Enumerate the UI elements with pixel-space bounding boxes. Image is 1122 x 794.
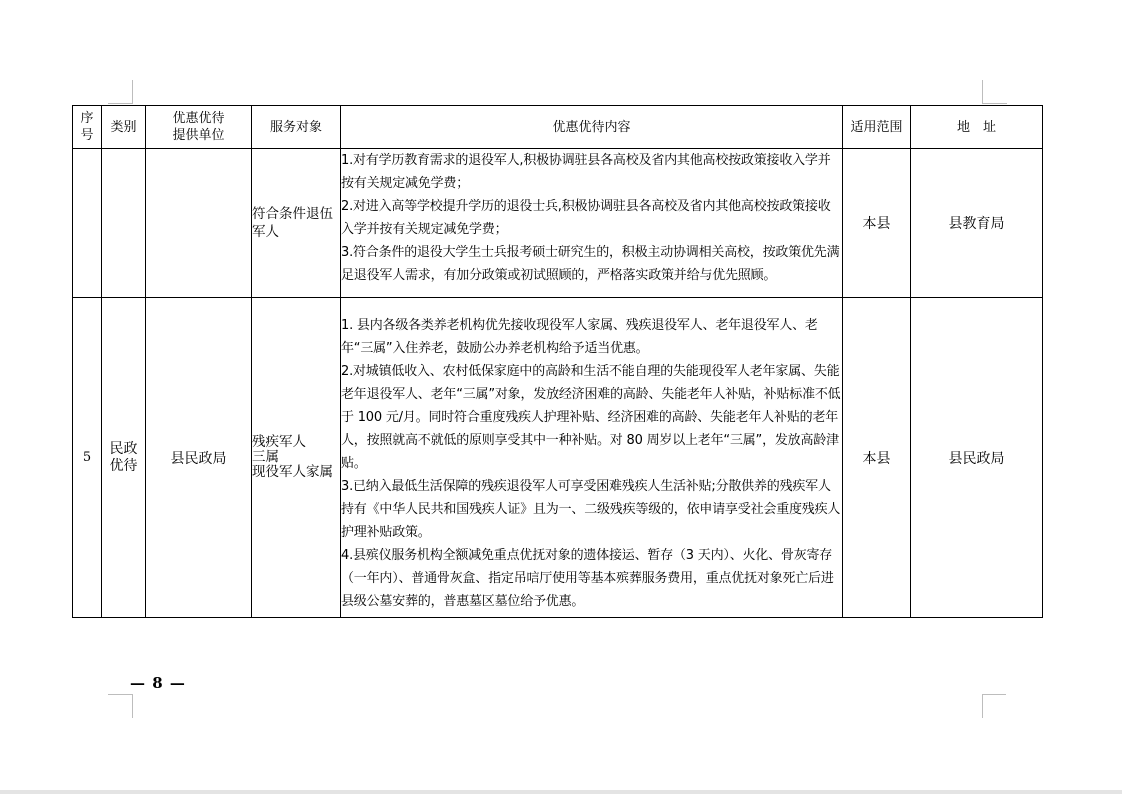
crop-mark-top-left xyxy=(108,103,132,104)
cell-category xyxy=(102,149,146,298)
crop-mark-bottom-left xyxy=(132,694,133,718)
page-number: — 8 — xyxy=(130,674,186,692)
crop-mark-bottom-right xyxy=(982,694,983,718)
content-item: 1. 县内各级各类养老机构优先接收现役军人家属、残疾退役军人、老年退役军人、老年“三属”入住养老，鼓励公办养老机构给予适当优惠。 xyxy=(341,318,818,356)
header-target: 服务对象 xyxy=(252,106,341,149)
table-header-row xyxy=(73,106,1043,149)
cell-target: 残疾军人 三属 现役军人家属 xyxy=(252,298,341,618)
cell-provider xyxy=(146,149,252,298)
cell-target: 符合条件退伍军人 xyxy=(252,149,341,298)
content-item: 4.县殡仪服务机构全额减免重点优抚对象的遗体接运、暂存（3 天内）、火化、骨灰寄存（一年内）、普通骨灰盒、指定吊唁厅使用等基本殡葬服务费用，重点优抚对象死亡后进县级公墓安葬的，普惠墓区墓位给予优惠。 xyxy=(341,548,834,609)
cell-seq xyxy=(73,149,102,298)
cell-address: 县民政局 xyxy=(911,298,1043,618)
crop-mark-bottom-left xyxy=(108,694,132,695)
table-row xyxy=(73,149,1043,298)
cell-content xyxy=(341,149,843,298)
cell-provider: 县民政局 xyxy=(146,298,252,618)
page-edge xyxy=(0,790,1122,794)
cell-scope: 本县 xyxy=(843,298,911,618)
content-item: 3.符合条件的退役大学生士兵报考硕士研究生的，积极主动协调相关高校，按政策优先满足退役军人需求，有加分政策或初试照顾的，严格落实政策并给与优先照顾。 xyxy=(341,245,840,283)
header-scope: 适用范围 xyxy=(843,106,911,149)
header-provider: 优惠优待 提供单位 xyxy=(146,106,252,149)
cell-scope: 本县 xyxy=(843,149,911,298)
cell-category: 民政 优待 xyxy=(102,298,146,618)
crop-mark-bottom-right xyxy=(982,694,1006,695)
table-row xyxy=(73,298,1043,618)
header-content: 优惠优待内容 xyxy=(341,106,843,149)
cell-address: 县教育局 xyxy=(911,149,1043,298)
cell-seq: 5 xyxy=(73,298,102,618)
content-item: 1.对有学历教育需求的退役军人,积极协调驻县各高校及省内其他高校按政策接收入学并按有关规定减免学费； xyxy=(341,153,831,191)
header-seq: 序 号 xyxy=(73,106,102,149)
benefits-table xyxy=(72,105,1043,618)
crop-mark-top-right xyxy=(983,103,1007,104)
header-category: 类别 xyxy=(102,106,146,149)
crop-mark-top-right xyxy=(982,80,983,104)
crop-mark-top-left xyxy=(132,80,133,104)
cell-content xyxy=(341,298,843,618)
content-item: 2.对城镇低收入、农村低保家庭中的高龄和生活不能自理的失能现役军人老年家属、失能老年退役军人、老年“三属”对象，发放经济困难的高龄、失能老年人补贴，补贴标准不低于 100 元/月。同时符合重度残疾人护理补贴、经济困难的高龄、失能老年人补贴的老年人，按照就高不就低的原则享受其中一种补贴。对 80 周岁以上老年“三属”，发放高龄津贴。 xyxy=(341,364,841,471)
content-item: 2.对进入高等学校提升学历的退役士兵,积极协调驻县各高校及省内其他高校按政策接收入学并按有关规定减免学费； xyxy=(341,199,831,237)
header-address: 地 址 xyxy=(911,106,1043,149)
content-item: 3.已纳入最低生活保障的残疾退役军人可享受困难残疾人生活补贴;分散供养的残疾军人持有《中华人民共和国残疾人证》且为一、二级残疾等级的，依申请享受社会重度残疾人护理补贴政策。 xyxy=(341,479,841,540)
